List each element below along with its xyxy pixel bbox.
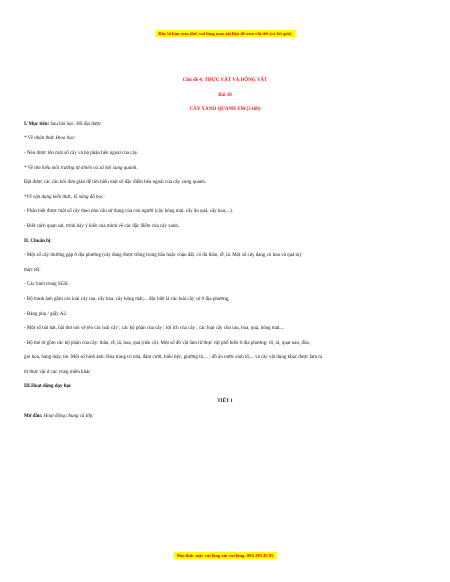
prep-item-2: - Các hình trong SGK. — [24, 282, 70, 288]
prep-item-1b: thực tế). — [24, 267, 41, 273]
prep-colon: : — [50, 238, 52, 244]
knowledge-label: * Về nhận thức khoa học: — [24, 136, 76, 142]
opening-text: Hoạt động chung cả lớp: — [42, 413, 94, 419]
explore-item: Đặt được các câu hỏi đơn giản để tìm hiểu một số đặc điểm bên ngoài của cây xung quanh. — [24, 180, 207, 186]
preview-banner-top: Đây là bản xem thử, vui lòng mua tài liệu để xem chi tiết (có lời giải) — [155, 30, 295, 37]
activities-heading: III.Hoạt động dạy học — [24, 384, 72, 390]
apply-label: *Về vận dụng kiến thức, kĩ năng đã học: — [24, 194, 105, 200]
prep-item-6c: từ thực vật ở các vùng miền khác — [24, 369, 91, 375]
objectives-text: Sau bài học, HS đạt được — [49, 121, 102, 127]
prep-item-4: - Bảng phụ / giấy A2. — [24, 311, 68, 317]
explore-label: * Về tìm hiểu môi trường tự nhiên và xã hội xung quanh. — [24, 165, 138, 171]
apply-item-1: - Phân biệt được một số cây theo nhu cầu sử dụng của con người (cây bóng mát, cây ăn quả, cây hoa,...). — [24, 209, 234, 215]
opening-line — [24, 414, 426, 420]
objectives-label: I. Mục tiêu: — [24, 121, 50, 127]
objectives-line — [24, 122, 426, 128]
lesson-number: Bài 10 — [218, 92, 232, 98]
prep-heading — [24, 239, 426, 245]
apply-item-2: - Biết cách quan sát, trình bày ý kiến của mình về các đặc điểm của cây xanh. — [24, 223, 180, 229]
prep-item-5: - Một số bài hát, bài thơ nói về tên các loài cây ; các bộ phận của cây ; lợi ích của cây ; các loại cây cho rau, hoa, quả, bóng mát,... — [24, 326, 285, 332]
document-body — [24, 78, 426, 428]
chapter-heading: Chủ đề 4: THỰC VẬT VÀ ĐỘNG VẬT — [182, 78, 268, 83]
prep-item-6a: - Bộ thẻ từ gồm các bộ phận của cây: thân, rễ, lá, hoa, quả (nếu có). Một số đồ vật làm từ thực vật phổ biến ở địa phương: rổ, rá, quạt nan, đũa, — [24, 340, 310, 346]
prep-item-1a: - Một số cây thường gặp ở địa phương (cây đang được trồng trong bầu hoặc chậu đất, có đủ thân, rễ, lá. Một số cây đang có hoa và quả tuỳ — [24, 253, 302, 259]
prep-item-3: - Bộ tranh ảnh gồm các loài cây rau, cây hoa, cây bóng mát,... đặc biệt là các loài cây có ở địa phương, — [24, 296, 230, 302]
opening-label: Mở đầu: — [24, 413, 43, 419]
prep-item-6b: giỏ hoa, hàng mây, tre. Một số hình ảnh: Hoa trang trí nhà, đám cưới, hiếu tiệc, giường tủ,... ; đồ ăn nước sinh tố,... và các vật dụng khác được làm ra — [24, 355, 323, 361]
prep-label: II. Chuẩn bị — [24, 238, 51, 244]
period-heading: TIẾT 1 — [217, 399, 233, 405]
lesson-title: CÂY XANH QUANH EM (3 tiết) — [189, 107, 261, 113]
preview-banner-bottom: Mọi thắc mắc vui lòng xin vui lòng: 084 283 45 85 — [174, 552, 277, 559]
knowledge-item: - Nêu được tên một số cây và bộ phận bên ngoài của cây. — [24, 150, 139, 156]
